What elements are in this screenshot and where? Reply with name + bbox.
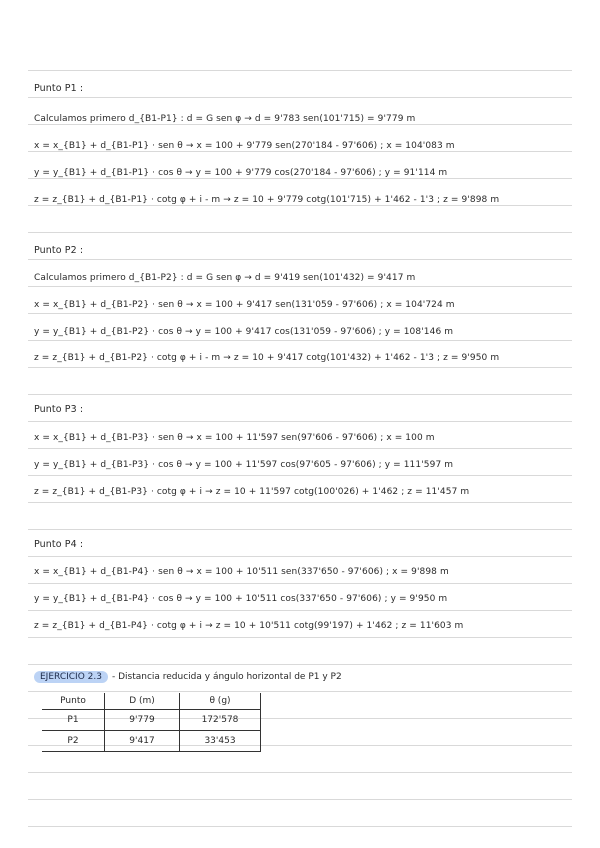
ruled-line <box>28 502 572 503</box>
ruled-line <box>28 637 572 638</box>
table-cell-punto: P2 <box>42 731 105 752</box>
p1-z-line: z = z_{B1} + d_{B1-P1} · cotg φ + i - m → z = 10 + 9'779 cotg(101'715) + 1'462 - 1'3 ; z = 9'898 m <box>34 195 500 205</box>
ruled-line <box>28 475 572 476</box>
ruled-line <box>28 259 572 260</box>
ruled-line <box>28 421 572 422</box>
table-cell-angle: 33'453 <box>180 731 261 752</box>
ruled-line <box>28 556 572 557</box>
p3-y-line: y = y_{B1} + d_{B1-P3} · cos θ → y = 100 + 11'597 cos(97'605 - 97'606) ; y = 111'597 m <box>34 460 454 470</box>
table-cell-distance: 9'417 <box>105 731 180 752</box>
p1-x-line: x = x_{B1} + d_{B1-P1} · sen θ → x = 100 + 9'779 sen(270'184 - 97'606) ; x = 104'083 m <box>34 141 455 151</box>
p2-distance-line: Calculamos primero d_{B1-P2} : d = G sen φ → d = 9'419 sen(101'432) = 9'417 m <box>34 273 416 283</box>
exercise-text: - Distancia reducida y ángulo horizontal de P1 y P2 <box>111 672 342 682</box>
results-table <box>42 693 261 752</box>
p3-x-line: x = x_{B1} + d_{B1-P3} · sen θ → x = 100 + 11'597 sen(97'606 - 97'606) ; x = 100 m <box>34 433 435 443</box>
ruled-line <box>28 313 572 314</box>
section-heading-p3: Punto P3 : <box>34 404 84 415</box>
ruled-line <box>28 448 572 449</box>
p2-y-line: y = y_{B1} + d_{B1-P2} · cos θ → y = 100 + 9'417 cos(131'059 - 97'606) ; y = 108'146 m <box>34 327 454 337</box>
ruled-line <box>28 610 572 611</box>
p2-x-line: x = x_{B1} + d_{B1-P2} · sen θ → x = 100 + 9'417 sen(131'059 - 97'606) ; x = 104'724 m <box>34 300 455 310</box>
p4-z-line: z = z_{B1} + d_{B1-P4} · cotg φ + i → z = 10 + 10'511 cotg(99'197) + 1'462 ; z = 11'603 m <box>34 621 464 631</box>
ruled-line <box>28 340 572 341</box>
ruled-line <box>28 70 572 71</box>
ruled-line <box>28 799 572 800</box>
table-row <box>42 710 261 731</box>
ruled-line <box>28 232 572 233</box>
ruled-line <box>28 826 572 827</box>
ruled-line <box>28 529 572 530</box>
ruled-line <box>28 394 572 395</box>
p4-x-line: x = x_{B1} + d_{B1-P4} · sen θ → x = 100 + 10'511 sen(337'650 - 97'606) ; x = 9'898 m <box>34 567 449 577</box>
ruled-line <box>28 772 572 773</box>
ruled-line <box>28 691 572 692</box>
table-cell-distance: 9'779 <box>105 710 180 731</box>
table-cell-punto: P1 <box>42 710 105 731</box>
table-cell-angle: 172'578 <box>180 710 261 731</box>
exercise-heading <box>34 671 342 683</box>
p3-z-line: z = z_{B1} + d_{B1-P3} · cotg φ + i → z = 10 + 11'597 cotg(100'026) + 1'462 ; z = 11'457 m <box>34 487 470 497</box>
exercise-tag: EJERCICIO 2.3 <box>34 671 108 683</box>
table-header-angle: θ (g) <box>180 693 261 710</box>
ruled-line <box>28 583 572 584</box>
p1-y-line: y = y_{B1} + d_{B1-P1} · cos θ → y = 100 + 9'779 cos(270'184 - 97'606) ; y = 91'114 m <box>34 168 448 178</box>
p2-z-line: z = z_{B1} + d_{B1-P2} · cotg φ + i - m → z = 10 + 9'417 cotg(101'432) + 1'462 - 1'3 ; z = 9'950 m <box>34 353 500 363</box>
section-heading-p1: Punto P1 : <box>34 83 84 94</box>
ruled-line <box>28 97 572 98</box>
table-header-row <box>42 693 261 710</box>
table-row <box>42 731 261 752</box>
table-header-punto: Punto <box>42 693 105 710</box>
p4-y-line: y = y_{B1} + d_{B1-P4} · cos θ → y = 100 + 10'511 cos(337'650 - 97'606) ; y = 9'950 m <box>34 594 448 604</box>
table-header-distance: D (m) <box>105 693 180 710</box>
ruled-line <box>28 664 572 665</box>
ruled-line <box>28 286 572 287</box>
section-heading-p4: Punto P4 : <box>34 539 84 550</box>
ruled-line <box>28 367 572 368</box>
p1-distance-line: Calculamos primero d_{B1-P1} : d = G sen φ → d = 9'783 sen(101'715) = 9'779 m <box>34 114 416 124</box>
section-heading-p2: Punto P2 : <box>34 245 84 256</box>
